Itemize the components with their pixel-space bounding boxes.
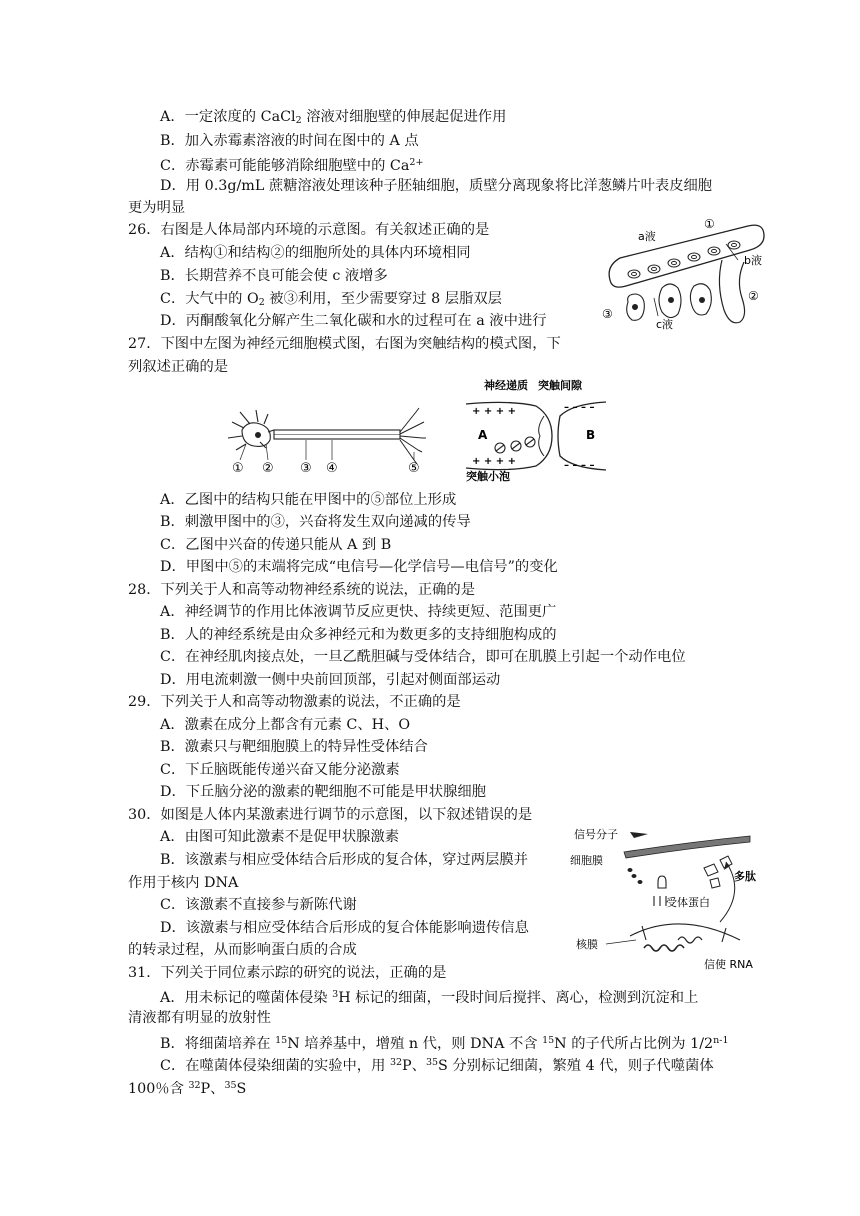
svg-text:– – – –: – – – –	[564, 460, 595, 471]
q31-option-b: B．将细菌培养在 $^{15}$N 培养基中，增殖 n 代，则 DNA 不含 $^{15}$N 的子代所占比例为 1/2$^{n-1}$	[160, 1035, 729, 1052]
dna-strand	[644, 945, 684, 951]
q27-stem-cont: 列叙述正确的是	[128, 359, 229, 375]
cell-membrane	[624, 836, 750, 858]
svg-text:①: ①	[232, 461, 244, 476]
svg-text:多肽: 多肽	[734, 870, 756, 883]
q29-option-c: C．下丘脑既能传递兴奋又能分泌激素	[160, 762, 400, 778]
svg-text:②: ②	[262, 461, 274, 476]
q27-stem: 27．下图中左图为神经元细胞模式图，右图为突触结构的模式图，下	[128, 336, 561, 352]
q27-option-b: B．刺激甲图中的③，兴奋将发生双向递减的传导	[160, 514, 471, 530]
svg-text:④: ④	[326, 461, 338, 476]
q28-option-d: D．用电流刺激一侧中央前回顶部，引起对侧面部运动	[160, 672, 501, 688]
q30-option-b: B．该激素与相应受体结合后形成的复合体，穿过两层膜并	[160, 852, 528, 868]
svg-text:⑤: ⑤	[408, 461, 420, 476]
mrna-arrow	[720, 862, 735, 922]
q27-option-a: A．乙图中的结构只能在甲图中的⑤部位上形成	[160, 492, 457, 508]
svg-text:信号分子: 信号分子	[574, 828, 618, 841]
q31-stem: 31．下列关于同位素示踪的研究的说法，正确的是	[128, 965, 447, 981]
svg-text:③: ③	[602, 307, 613, 321]
svg-text:核膜: 核膜	[576, 938, 598, 951]
q30-option-d-cont: 的转录过程，从而影响蛋白质的合成	[128, 942, 357, 958]
svg-text:+ + + +: + + + +	[472, 406, 516, 417]
neuron-figure	[222, 400, 436, 476]
receptor-protein	[654, 876, 666, 906]
svg-text:b液: b液	[744, 254, 762, 267]
svg-text:– – – –: – – – –	[564, 402, 595, 413]
svg-text:信使 RNA: 信使 RNA	[704, 958, 753, 971]
neuron-nucleus	[255, 432, 261, 438]
q28-option-c: C．在神经肌肉接点处，一旦乙酰胆碱与受体结合，即可在肌膜上引起一个动作电位	[160, 649, 686, 665]
q30-stem: 30．如图是人体内某激素进行调节的示意图，以下叙述错误的是	[128, 807, 533, 823]
q26-stem: 26．右图是人体局部内环境的示意图。有关叙述正确的是	[128, 222, 490, 238]
svg-text:突触小泡: 突触小泡	[466, 470, 510, 483]
q27-option-c: C．乙图中兴奋的传递只能从 A 到 B	[160, 537, 392, 553]
synapse-figure	[460, 376, 610, 484]
hormone-regulation-figure	[570, 822, 770, 972]
q29-option-b: B．激素只与靶细胞膜上的特异性受体结合	[160, 739, 428, 755]
svg-text:a液: a液	[638, 230, 656, 243]
q29-stem: 29．下列关于人和高等动物激素的说法，不正确的是	[128, 694, 461, 710]
peptide-icon	[704, 856, 732, 888]
svg-text:③: ③	[300, 461, 312, 476]
q25-option-a: A．一定浓度的 CaCl$_2$ 溶液对细胞壁的伸展起促进作用	[160, 109, 507, 126]
q25-option-d-cont: 更为明显	[128, 200, 186, 216]
signal-molecule	[630, 832, 648, 838]
svg-text:c液: c液	[656, 318, 674, 331]
q28-option-a: A．神经调节的作用比体液调节反应更快、持续更短、范围更广	[160, 604, 557, 620]
q31-option-a: A．用未标记的噬菌体侵染 $^3$H 标记的细菌，一段时间后搅拌、离心，检测到沉淀和上	[160, 989, 699, 1006]
q30-option-a: A．由图可知此激素不是促甲状腺激素	[160, 829, 400, 845]
svg-text:突触间隙: 突触间隙	[538, 379, 582, 392]
q26-option-a: A．结构①和结构②的细胞所处的具体内环境相同	[160, 245, 471, 261]
svg-text:细胞膜: 细胞膜	[570, 854, 603, 867]
q26-option-b: B．长期营养不良可能会使 c 液增多	[160, 268, 388, 284]
svg-text:+ + + +: + + + +	[472, 456, 516, 467]
q28-stem: 28．下列关于人和高等动物神经系统的说法，正确的是	[128, 582, 476, 598]
svg-text:受体蛋白: 受体蛋白	[666, 896, 710, 909]
q25-option-d: D．用 0.3g/mL 蔗糖溶液处理该种子胚轴细胞，质壁分离现象将比洋葱鳞片叶表皮细胞	[160, 178, 713, 194]
q29-option-d: D．下丘脑分泌的激素的靶细胞不可能是甲状腺细胞	[160, 784, 486, 800]
q25-option-b: B．加入赤霉素溶液的时间在图中的 A 点	[160, 133, 419, 149]
q26-option-d: D．丙酮酸氧化分解产生二氧化碳和水的过程可在 a 液中进行	[160, 313, 547, 329]
q31-option-a-cont: 清液都有明显的放射性	[128, 1010, 271, 1026]
q27-option-d: D．甲图中⑤的末端将完成“电信号—化学信号—电信号”的变化	[160, 559, 558, 575]
svg-text:②: ②	[748, 289, 759, 303]
svg-text:神经递质: 神经递质	[484, 379, 528, 392]
q28-option-b: B．人的神经系统是由众多神经元和为数更多的支持细胞构成的	[160, 627, 557, 643]
synaptic-vesicles	[495, 437, 535, 453]
internal-environment-figure	[598, 214, 774, 334]
q26-option-c: C．大气中的 $O_2$ 被③利用，至少需要穿过 8 层脂双层	[160, 291, 502, 308]
svg-text:A: A	[478, 428, 488, 442]
q30-option-c: C．该激素不直接参与新陈代谢	[160, 897, 357, 913]
q31-option-c: C．在噬菌体侵染细菌的实验中，用 $^{32}$P、$^{35}$S 分别标记细菌，繁殖 4 代，则子代噬菌体	[160, 1057, 714, 1074]
q30-option-b-cont: 作用于核内 DNA	[128, 875, 239, 891]
q31-option-c-cont: 100％含 $^{32}$P、$^{35}$S	[128, 1080, 247, 1097]
lymph-capillary	[719, 260, 744, 323]
q30-option-d: D．该激素与相应受体结合后形成的复合体能影响遗传信息	[160, 920, 529, 936]
svg-text:B: B	[586, 428, 596, 442]
svg-text:①: ①	[704, 217, 715, 231]
q29-option-a: A．激素在成分上都含有元素 C、H、O	[160, 717, 411, 733]
q25-option-c: C．赤霉素可能能够消除细胞壁中的 $Ca^{2+}$	[160, 157, 424, 174]
